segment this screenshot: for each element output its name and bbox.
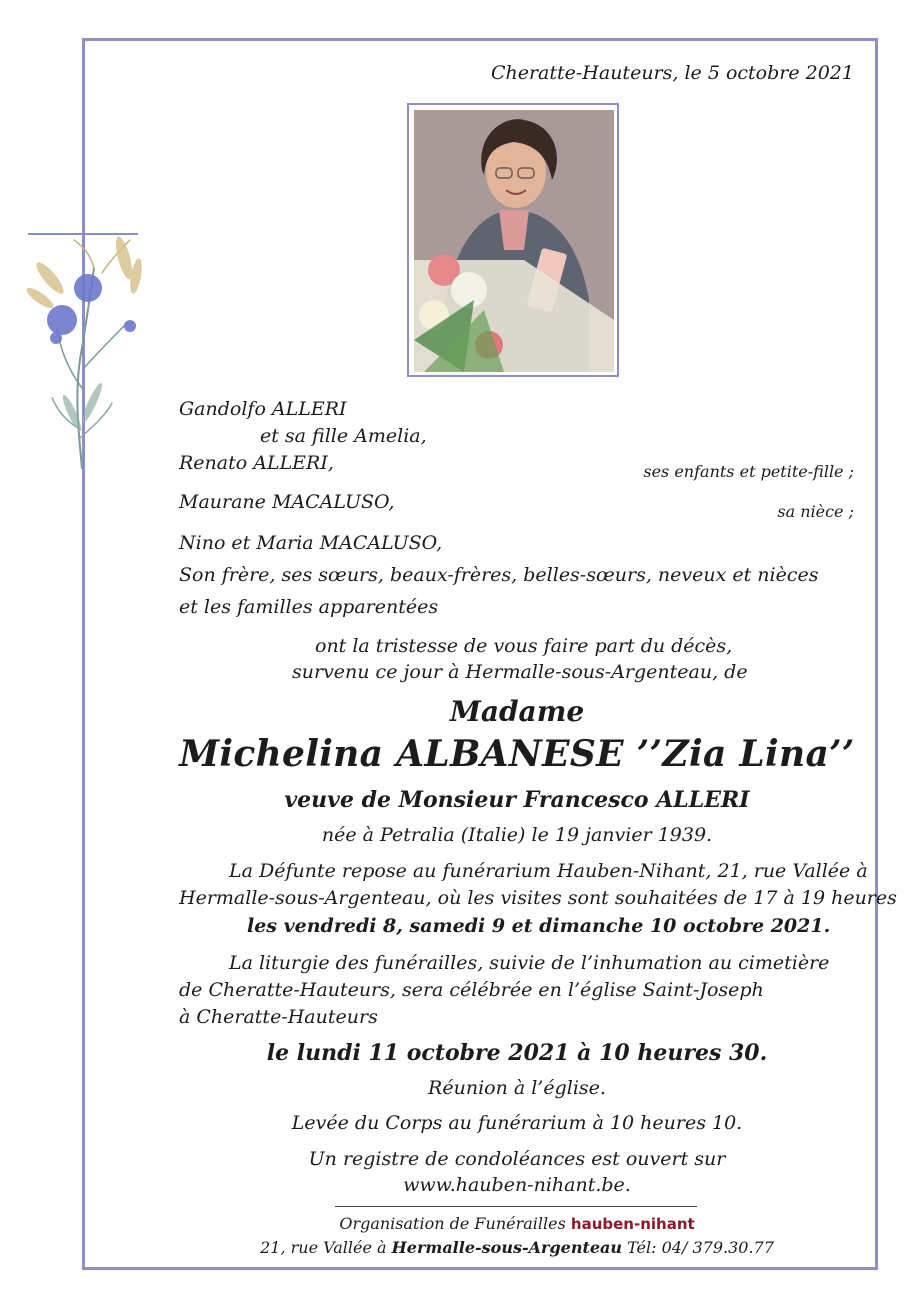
portrait-photo — [407, 103, 619, 377]
relation-label: sa nièce ; — [777, 502, 854, 521]
funeral-datetime: le lundi 11 octobre 2021 à 10 heures 30. — [266, 1040, 768, 1066]
visitation-line: Hermalle-sous-Argenteau, où les visites sont souhaitées de 17 à 19 heures — [179, 887, 897, 909]
mourner-line: Gandolfo ALLERI — [179, 398, 347, 420]
mourner-line: Maurane MACALUSO, — [179, 491, 395, 513]
relation-label: ses enfants et petite-fille ; — [643, 462, 854, 481]
deceased-name: Michelina ALBANESE ’’Zia Lina’’ — [179, 733, 855, 775]
mourner-line: Renato ALLERI, — [179, 452, 334, 474]
funeral-line: de Cheratte-Hauteurs, sera célébrée en l’église Saint-Joseph — [179, 979, 764, 1001]
meeting-line: Réunion à l’église. — [428, 1077, 606, 1099]
registry-line: Un registre de condoléances est ouvert sur — [308, 1148, 726, 1170]
announcement-line: ont la tristesse de vous faire part du décès, — [315, 635, 733, 657]
birth-line: née à Petralia (Italie) le 19 janvier 1939. — [321, 824, 713, 846]
visitation-line: La Défunte repose au funérarium Hauben-Nihant, 21, rue Vallée à — [229, 860, 868, 882]
mourner-line: et sa fille Amelia, — [260, 425, 427, 447]
footer-org-label: Organisation de Funérailles — [339, 1214, 566, 1233]
portrait-image — [414, 110, 614, 372]
footer-address-town: Hermalle-sous-Argenteau — [391, 1238, 623, 1257]
widow-line: veuve de Monsieur Francesco ALLERI — [284, 787, 750, 813]
mourner-line: Nino et Maria MACALUSO, — [179, 532, 443, 554]
footer-phone: Tél: 04/ 379.30.77 — [627, 1238, 774, 1257]
cornflower-wheat-illustration — [12, 228, 152, 478]
mourner-line: Son frère, ses sœurs, beaux-frères, belles-sœurs, neveux et nièces — [179, 564, 819, 586]
deceased-title: Madame — [449, 695, 585, 728]
levee-line: Levée du Corps au funérarium à 10 heures 10. — [291, 1112, 743, 1134]
registry-url: www.hauben-nihant.be. — [403, 1174, 631, 1196]
footer-organisation — [82, 1214, 918, 1233]
funeral-line: La liturgie des funérailles, suivie de l’inhumation au cimetière — [229, 952, 830, 974]
mourner-line: et les familles apparentées — [179, 596, 439, 618]
funeral-line: à Cheratte-Hauteurs — [179, 1006, 378, 1028]
footer-divider — [335, 1206, 697, 1207]
footer-address-prefix: 21, rue Vallée à — [260, 1238, 387, 1257]
date-line: Cheratte-Hauteurs, le 5 octobre 2021 — [490, 62, 854, 84]
visitation-dates: les vendredi 8, samedi 9 et dimanche 10 octobre 2021. — [247, 915, 831, 937]
announcement-line: survenu ce jour à Hermalle-sous-Argenteau, de — [292, 661, 748, 683]
footer-address — [82, 1238, 918, 1257]
brand-logo-text: hauben-nihant — [570, 1215, 695, 1233]
